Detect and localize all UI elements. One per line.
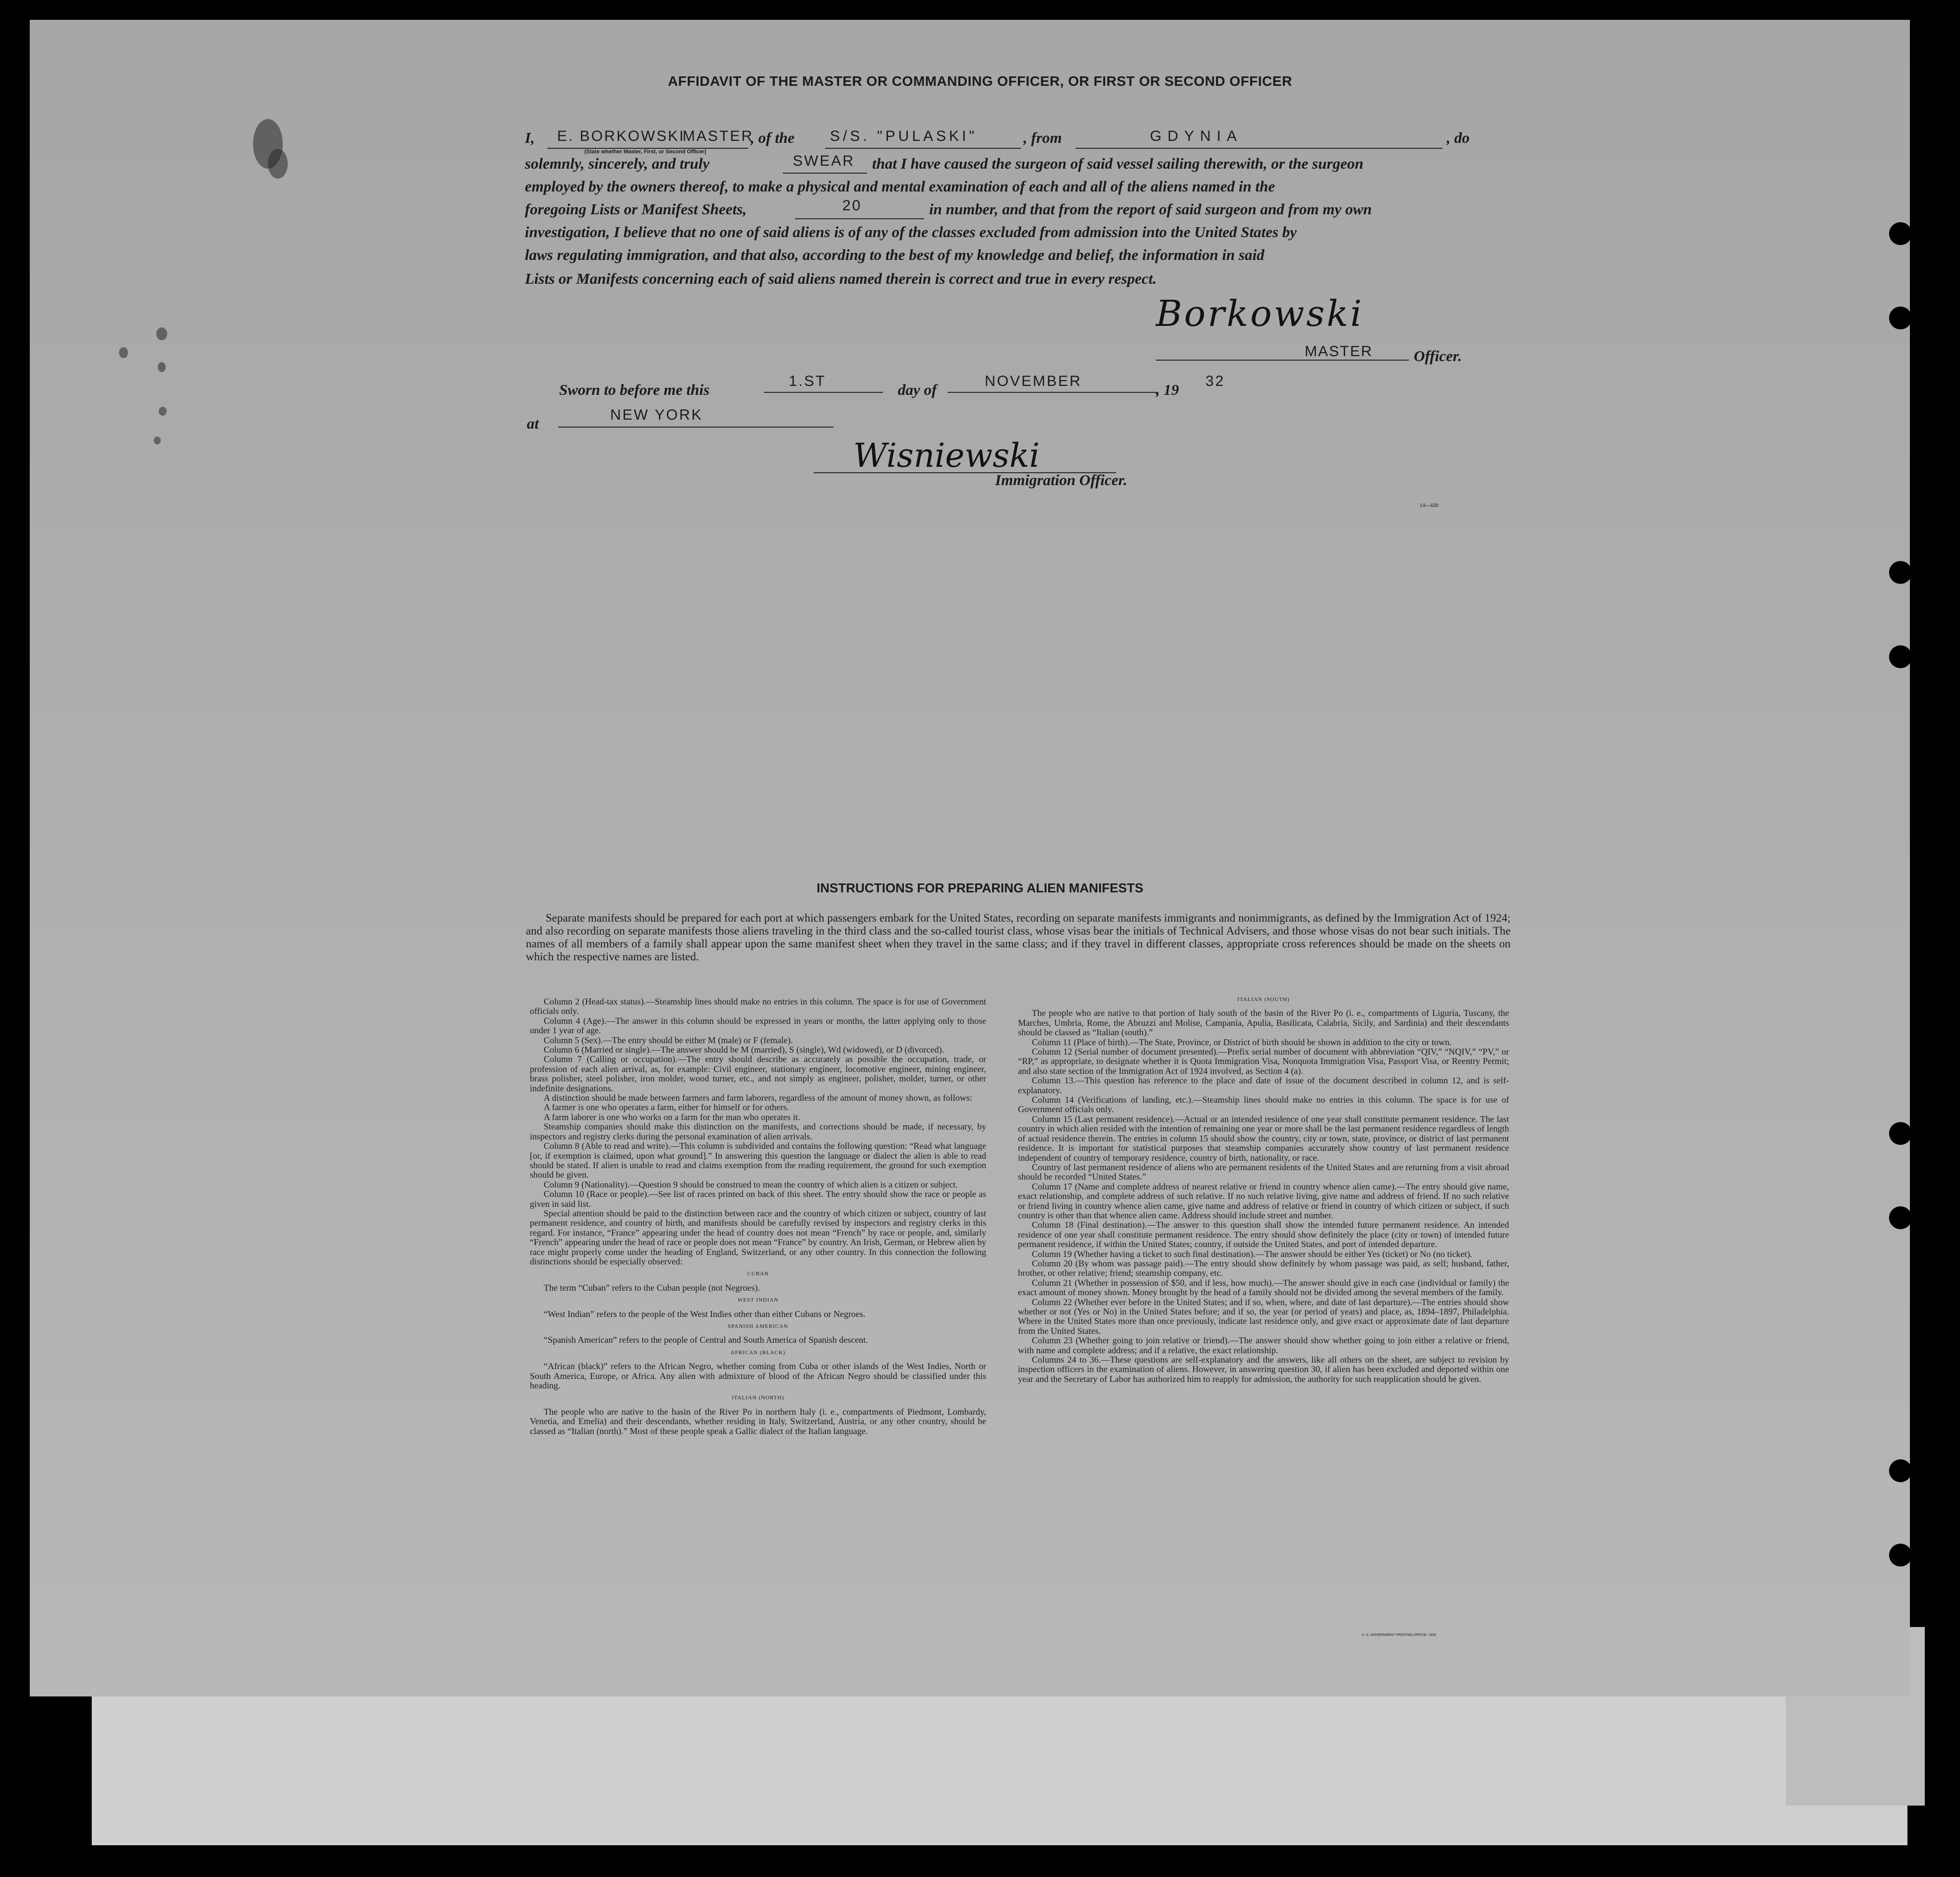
- rank-value: MASTER: [683, 128, 754, 144]
- instructions-left-column: [530, 997, 986, 1436]
- officer-signature: Wisniewski: [853, 437, 1040, 475]
- vessel-name: S/S. "PULASKI": [830, 128, 978, 144]
- ink-stain: [156, 327, 167, 340]
- sworn-day: 1.ST: [789, 373, 826, 389]
- instruction-paragraph: Column 11 (Place of birth).—The State, Province, or District of birth should be shown in addition to the city or town.: [1032, 1037, 1452, 1047]
- instruction-paragraph: Column 12 (Serial number of document presented).—Prefix serial number of document with abbreviation “QIV,” “NQIV,” “PV,” or “RP,” as appropriate, to designate whether it is Quota Immigration Visa, Nonquota Immigration Visa, Passport Visa, or Reentry Permit; and also state section of the Immigration Act of 1924 involved, as Section 4 (a).: [1018, 1047, 1509, 1076]
- instruction-paragraph: Country of last permanent residence of aliens who are permanent residents of the United States and are returning from a visit abroad should be recorded “United States.”: [1018, 1162, 1509, 1182]
- text-i: I,: [525, 129, 535, 146]
- instruction-paragraph: Column 2 (Head-tax status).—Steamship lines should make no entries in this column. The space is for use of Government officials only.: [530, 997, 986, 1016]
- text-at: at: [527, 415, 539, 432]
- instructions-right-column: [1018, 992, 1509, 1384]
- instruction-paragraph: Column 17 (Name and complete address of nearest relative or friend in country whence alien came).—The entry should give name, exact relationship, and complete address of such relative. If no such relative living, give name and address of friend. If no such relative or friend living in country whence alien came, give name and address of relative or friend in country of which citizen or subject, if such country is other than that whence alien came. Address should include street and number.: [1018, 1181, 1509, 1220]
- punch-hole: [1889, 645, 1912, 668]
- instruction-paragraph: Columns 24 to 36.—These questions are self-explanatory and the answers, like all others on the sheet, are subject to revision by inspection officers in the examination of aliens. However, in answering question 30, if alien has been excluded and deported within one year and the Secretary of Labor has authorized him to reapply for admission, the authority for such reapplication should be given.: [1018, 1355, 1509, 1384]
- instruction-paragraph: “African (black)” refers to the African Negro, whether coming from Cuba or other islands of the West Indies, North or South America, Europe, or Africa. Any alien with admixture of blood of the African Negro should be classified under this heading.: [530, 1361, 986, 1391]
- section-heading: AFRICAN (BLACK): [730, 1349, 786, 1356]
- affidavit-line-2: [525, 155, 1472, 173]
- text-day-of: day of: [898, 381, 937, 398]
- affidavit-line-5: investigation, I believe that no one of said aliens is of any of the classes excluded from admission into the United States by: [525, 223, 1297, 241]
- instruction-paragraph: The people who are native to that portion of Italy south of the basin of the River Po (i. e., compartments of Liguria, Tuscany, the Marches, Umbria, Rome, the Abruzzi and Molise, Campania, Apulia, Basilicata, Calabria, Sicily, and Sardinia) and their descendants should be classed as “Italian (south).”: [1018, 1008, 1509, 1038]
- section-heading: ITALIAN (NORTH): [731, 1395, 785, 1401]
- instruction-paragraph: Column 21 (Whether in possession of $50, and if less, how much).—The answer should give in each case (individual or family) the exact amount of money shown. Money brought by the head of a family should not be divided among the several members of the family.: [1018, 1277, 1509, 1298]
- section-heading: WEST INDIAN: [737, 1297, 779, 1304]
- instruction-paragraph: Column 20 (By whom was passage paid).—The entry should show definitely by whom passage was paid, as self; husband, father, brother, or other relative; friend; steamship company, etc.: [1018, 1258, 1509, 1278]
- instruction-paragraph: “West Indian” refers to the people of the West Indies other than either Cubans or Negroes.: [544, 1309, 866, 1319]
- instruction-paragraph: Steamship companies should make this distinction on the manifests, and corrections should be made, if necessary, by inspectors and registry clerks during the personal examination of alien arrivals.: [530, 1122, 986, 1141]
- ink-stain: [158, 362, 166, 372]
- instructions-title: INSTRUCTIONS FOR PREPARING ALIEN MANIFESTS: [817, 880, 1143, 895]
- section-heading: SPANISH AMERICAN: [728, 1323, 788, 1329]
- punch-hole: [1889, 1459, 1912, 1482]
- instruction-paragraph: Column 18 (Final destination).—The answer to this question shall show the intended future permanent residence. An intended residence of one year shall constitute permanent residence. The entry should show definitely the place (city or town) of intended future permanent residence, if within the United States; country, if outside the United States, and port of intended departure.: [1018, 1220, 1509, 1250]
- master-signature: Borkowski: [1156, 293, 1364, 334]
- text-solemnly: solemnly, sincerely, and truly: [525, 155, 710, 172]
- text-officer: Officer.: [1414, 347, 1462, 365]
- instruction-paragraph: Column 10 (Race or people).—See list of races printed on back of this sheet. The entry should show the race or people as given in said list.: [530, 1189, 986, 1209]
- sworn-place: NEW YORK: [610, 407, 703, 423]
- text-do: , do: [1447, 129, 1470, 146]
- port-name: GDYNIA: [1150, 128, 1243, 144]
- instruction-paragraph: Column 8 (Able to read and write).—This column is subdivided and contains the following question: “Read what language [or, if exemption is claimed, upon what ground].” In answering this question the language or dialect the alien is able to read should be stated. If alien is unable to read and claims exemption from the reading requirement, the ground for such exemption should be given.: [530, 1141, 986, 1180]
- instruction-paragraph: Special attention should be paid to the distinction between race and the country of which citizen or subject, country of last permanent residence, and country of birth, and manifests should be carefully revised by inspectors and registry clerks in this regard. For instance, “France” appearing under the head of country does not mean “French” by race or people, and, similarly “French” appearing under the head of race or people does not mean “France” by country. An Irish, German, or Hebrew alien by race might properly come under the heading of England, Switzerland, or any other country. In this connection the following distinctions should be especially observed:: [530, 1208, 986, 1266]
- text-line4-rest: in number, and that from the report of said surgeon and from my own: [929, 200, 1372, 218]
- instruction-paragraph: Column 23 (Whether going to join relative or friend).—The answer should show whether going to join either a relative or friend, with name and complete address; and if a relative, the exact relationship.: [1018, 1335, 1509, 1355]
- punch-hole: [1889, 561, 1912, 584]
- affidavit-line-7: Lists or Manifests concerning each of said aliens named therein is correct and true in every respect.: [525, 270, 1157, 287]
- punch-hole: [1889, 1122, 1912, 1145]
- instruction-paragraph: The people who are native to the basin of the River Po in northern Italy (i. e., compartments of Piedmont, Lombardy, Venetia, and Emelia) and their descendants, whether residing in Italy, Switzerland, Austria, or any other country, should be classed as “Italian (north).” Most of these people speak a Gallic dialect of the Italian language.: [530, 1406, 986, 1436]
- ink-stain: [268, 149, 288, 179]
- section-heading: CUBAN: [747, 1271, 769, 1277]
- text-19: , 19: [1156, 381, 1179, 398]
- master-name: E. BORKOWSKI: [557, 128, 685, 144]
- form-number: 14—430: [1420, 503, 1439, 508]
- ink-stain: [154, 437, 161, 444]
- signatory-title: MASTER: [1305, 343, 1373, 360]
- underlying-page: [92, 1696, 1907, 1845]
- punch-hole: [1889, 307, 1912, 329]
- affidavit-line-6: laws regulating immigration, and that also, according to the best of my knowledge and belief, the information in said: [525, 246, 1265, 263]
- instructions-intro: Separate manifests should be prepared for each port at which passengers embark for the United States, recording on separate manifests immigrants and nonimmigrants, as defined by the Immigration Act of 1924; and also recording on separate manifests those aliens traveling in the third class and the so-called tourist class, whose visas bear the initials of Technical Advisers, and those whose visas do not bear such initials. The names of all members of a family shall appear upon the same manifest sheet when they travel in the same class; and if they travel in different classes, appropriate cross references should be made on the sheets on which the respective names are listed.: [526, 912, 1511, 963]
- punch-hole: [1889, 1206, 1912, 1229]
- instruction-paragraph: Column 6 (Married or single).—The answer should be M (married), S (single), Wd (widowed), or D (divorced).: [544, 1045, 944, 1055]
- sheets-count: 20: [842, 197, 862, 214]
- text-immigration-officer: Immigration Officer.: [995, 471, 1128, 489]
- sworn-month: NOVEMBER: [985, 373, 1082, 389]
- punch-hole: [1889, 222, 1912, 245]
- ink-stain: [159, 407, 167, 416]
- instruction-paragraph: The term “Cuban” refers to the Cuban people (not Negroes).: [544, 1282, 760, 1293]
- instruction-paragraph: Column 7 (Calling or occupation).—The entry should describe as accurately as possible the occupation, trade, or profession of each alien arrival, as, for example: Civil engineer, stationary engineer, locomotive engineer, mining engineer, brass polisher, steel polisher, iron molder, wood turner, etc., and not simply as engineer, polisher, molder, turner, or other indefinite designations.: [530, 1054, 986, 1093]
- punch-hole: [1889, 1544, 1912, 1566]
- instruction-paragraph: Column 22 (Whether ever before in the United States; and if so, when, where, and date of last departure).—The entries should show whether or not (Yes or No) in the United States before; and if so, the year (or period of years) and place, as, 1894–1897, Philadelphia. Where in the United States more than once previously, indicate last residence only, and give exact or approximate date of last departure from the United States.: [1018, 1297, 1509, 1336]
- text-foregoing: foregoing Lists or Manifest Sheets,: [525, 200, 747, 218]
- text-from: , from: [1023, 129, 1062, 146]
- affidavit-title: AFFIDAVIT OF THE MASTER OR COMMANDING OFFICER, OR FIRST OR SECOND OFFICER: [668, 73, 1292, 89]
- affidavit-line-3: employed by the owners thereof, to make a physical and mental examination of each and all of the aliens named in the: [525, 178, 1275, 195]
- instruction-paragraph: Column 4 (Age).—The answer in this column should be expressed in years or months, the latter applying only to those under 1 year of age.: [530, 1015, 986, 1036]
- instruction-paragraph: Column 15 (Last permanent residence).—Actual or an intended residence of one year shall constitute permanent residence. The last country in which alien resided with the intention of remaining one year or more shall be the last permanent residence regardless of length of actual residence therein. The entries in column 15 should show the country, city or town, state, province, or district of last permanent residence. It is important for statistical purposes that steamship companies accurately show country of last permanent residence independent of country of temporary residence, country of birth, nationality, or race.: [1018, 1114, 1509, 1163]
- text-line2-rest: that I have caused the surgeon of said vessel sailing therewith, or the surgeon: [872, 155, 1364, 172]
- instruction-paragraph: A farmer is one who operates a farm, either for himself or for others.: [544, 1102, 789, 1113]
- text-of-the: , of the: [751, 129, 795, 146]
- port-underline: [1075, 131, 1443, 149]
- instruction-paragraph: Column 19 (Whether having a ticket to such final destination).—The answer should be either Yes (ticket) or No (no ticket).: [1032, 1249, 1472, 1259]
- instruction-paragraph: Column 9 (Nationality).—Question 9 should be construed to mean the country of which alien is a citizen or subject.: [544, 1179, 958, 1189]
- instruction-paragraph: Column 14 (Verifications of landing, etc.).—Steamship lines should make no entries in this column. The space is for use of Government officials only.: [1018, 1095, 1509, 1115]
- text-sworn: Sworn to before me this: [559, 381, 710, 398]
- section-heading: ITALIAN (SOUTH): [1237, 997, 1290, 1002]
- sworn-year: 32: [1205, 373, 1225, 389]
- affidavit-line-1: [525, 128, 1472, 155]
- instruction-paragraph: “Spanish American” refers to the people of Central and South America of Spanish descent.: [544, 1335, 868, 1345]
- printer-imprint: U. S. GOVERNMENT PRINTING OFFICE: 1932: [1362, 1633, 1437, 1637]
- instruction-paragraph: Column 13.—This question has reference to the place and date of issue of the document described in column 12, and is self-explanatory.: [1018, 1075, 1509, 1095]
- instruction-paragraph: A farm laborer is one who works on a farm for the man who operates it.: [544, 1112, 800, 1122]
- rank-note: (State whether Master, First, or Second Officer): [584, 149, 706, 155]
- instruction-paragraph: Column 5 (Sex).—The entry should be either M (male) or F (female).: [544, 1035, 793, 1045]
- oath-value: SWEAR: [793, 153, 855, 169]
- ink-stain: [119, 347, 128, 358]
- affidavit-line-4: [525, 197, 1472, 218]
- instruction-paragraph: A distinction should be made between farmers and farm laborers, regardless of the amount of money shown, as follows:: [544, 1093, 972, 1103]
